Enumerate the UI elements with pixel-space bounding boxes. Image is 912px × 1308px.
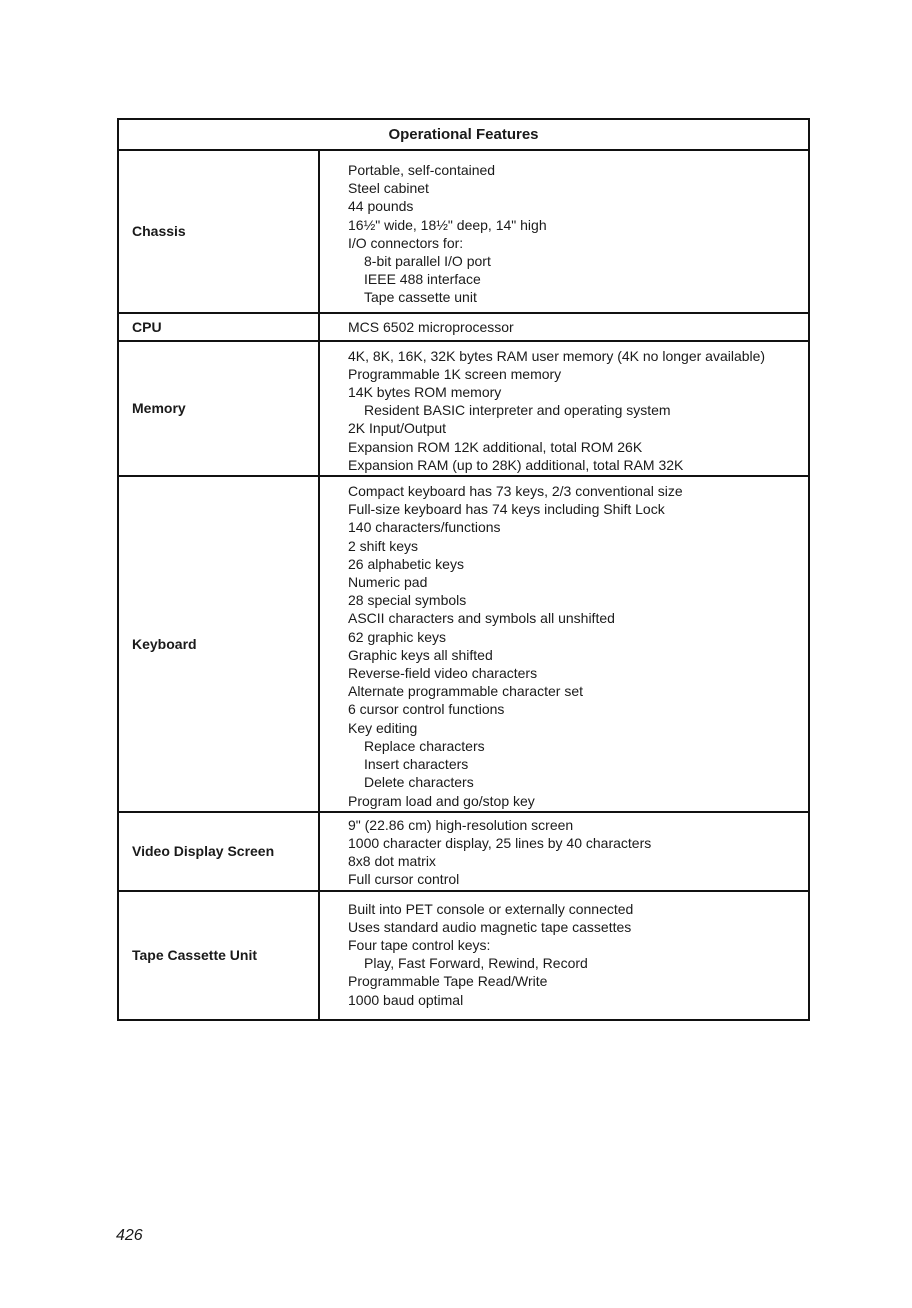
row-label-tape-cassette-unit: Tape Cassette Unit (119, 892, 320, 1019)
feature-line: I/O connectors for: (348, 234, 464, 251)
row-label-video-display-screen: Video Display Screen (119, 813, 320, 890)
row-content-keyboard (320, 477, 808, 811)
table-title: Operational Features (119, 120, 808, 151)
row-content-cpu (320, 314, 808, 340)
table-row-chassis (119, 151, 808, 314)
table-row-video-display-screen (119, 813, 808, 892)
feature-line: Expansion ROM 12K additional, total ROM 26K (348, 438, 643, 455)
row-content-video-display-screen (320, 813, 808, 890)
feature-line: 2K Input/Output (348, 420, 447, 437)
feature-line: Four tape control keys: (348, 936, 491, 953)
operational-features-table (117, 118, 810, 1021)
row-label-cpu: CPU (119, 314, 320, 340)
feature-line: 28 special symbols (348, 592, 467, 609)
feature-subline: 8-bit parallel I/O port (364, 253, 491, 270)
feature-line: Program load and go/stop key (348, 792, 535, 809)
feature-subline: Replace characters (364, 737, 485, 754)
feature-line: 26 alphabetic keys (348, 555, 464, 572)
feature-line: Full-size keyboard has 74 keys including Shift Lock (348, 501, 665, 518)
feature-line: 4K, 8K, 16K, 32K bytes RAM user memory (4K no longer available) (348, 347, 766, 364)
feature-subline: Resident BASIC interpreter and operating system (364, 402, 671, 419)
table-row-keyboard (119, 477, 808, 813)
feature-line: 2 shift keys (348, 537, 419, 554)
feature-line: Numeric pad (348, 574, 428, 591)
feature-line: Built into PET console or externally connected (348, 900, 634, 917)
feature-subline: Delete characters (364, 774, 474, 791)
feature-line: 16½" wide, 18½" deep, 14" high (348, 216, 547, 233)
feature-line: Programmable 1K screen memory (348, 365, 562, 382)
feature-line: 1000 baud optimal (348, 991, 464, 1008)
feature-subline: Play, Fast Forward, Rewind, Record (364, 955, 588, 972)
row-label-keyboard: Keyboard (119, 477, 320, 811)
feature-line: ASCII characters and symbols all unshifted (348, 610, 615, 627)
feature-line: Compact keyboard has 73 keys, 2/3 conventional size (348, 483, 683, 500)
feature-line: 62 graphic keys (348, 628, 447, 645)
feature-line: 1000 character display, 25 lines by 40 characters (348, 834, 652, 851)
feature-line: Reverse-field video characters (348, 665, 538, 682)
table-row-cpu (119, 314, 808, 342)
feature-line: Full cursor control (348, 871, 460, 888)
table-row-memory (119, 342, 808, 477)
feature-line: 6 cursor control functions (348, 701, 505, 718)
feature-line: Key editing (348, 719, 418, 736)
feature-subline: Tape cassette unit (364, 289, 477, 306)
feature-line: Steel cabinet (348, 180, 429, 197)
feature-line: 9" (22.86 cm) high-resolution screen (348, 816, 574, 833)
feature-line: Expansion RAM (up to 28K) additional, total RAM 32K (348, 456, 684, 473)
table-row-tape-cassette-unit (119, 892, 808, 1019)
page-number: 426 (116, 1227, 143, 1244)
feature-subline: IEEE 488 interface (364, 271, 481, 288)
row-label-memory: Memory (119, 342, 320, 475)
feature-line: 8x8 dot matrix (348, 853, 436, 870)
feature-line: Graphic keys all shifted (348, 646, 493, 663)
feature-line: 140 characters/functions (348, 519, 501, 536)
feature-line: Programmable Tape Read/Write (348, 973, 548, 990)
feature-subline: Insert characters (364, 756, 469, 773)
feature-line: MCS 6502 microprocessor (348, 318, 514, 335)
row-content-memory (320, 342, 808, 475)
row-label-chassis: Chassis (119, 151, 320, 312)
feature-line: 44 pounds (348, 198, 414, 215)
row-content-chassis (320, 151, 808, 312)
feature-line: Alternate programmable character set (348, 683, 583, 700)
feature-line: Portable, self-contained (348, 162, 496, 178)
feature-line: Uses standard audio magnetic tape cassettes (348, 918, 632, 935)
row-content-tape-cassette-unit (320, 892, 808, 1019)
feature-line: 14K bytes ROM memory (348, 384, 502, 401)
